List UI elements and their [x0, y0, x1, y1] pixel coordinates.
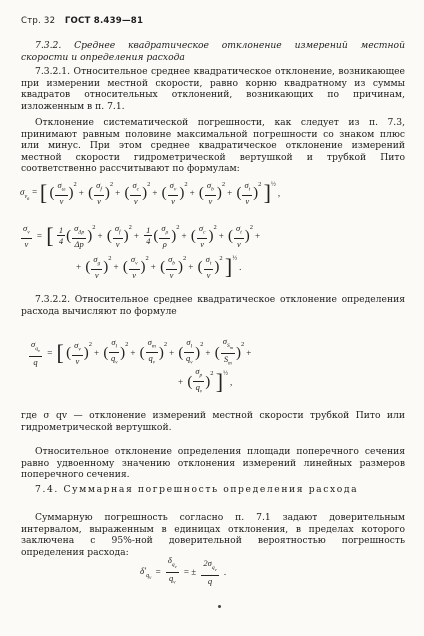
formula-flow-rate-line1: $\frac{\sigma_{q_v}}{q}$ = [ ( $\frac{\sigma_v}{v}$ )2+ ( $\frac{\sigma_l}{q_v}$ )2+ ( $\frac{\sigma_m}{q_v}$ )2+ ( $\frac{\sigma_l}{q_v}$ )2+ ( $\frac{\sigma_{S_т}}{S_т}$ )2+: [31, 336, 252, 367]
formula-current-meter: $\sigma_{v_в}$ = [ ( $\frac{\sigma_\omega}{v}$ )2+ ( $\frac{\sigma_f}{v}$ )2+ ( $\frac{\sigma_c}{v}$ )2+ ( $\frac{\sigma_v}{v}$ )2+ ( $\frac{\sigma_b}{v}$ )2+ ( $\frac{\sigma_t}{v}$ )2 ]½,: [20, 179, 281, 206]
paragraph-7321: 7.3.2.1. Относительное среднее квадратическое отклонение, возникающее при измерении местной скорости, равно корню квадратному из суммы квадратов относительных отклонений, возникающих по причинам, изложенным в п. 7.1.: [21, 66, 405, 112]
page-header: [21, 16, 143, 26]
section-732-title: 7.3.2. Среднее квадратическое отклонение измерений местной скорости и определения расхода: [21, 40, 405, 63]
formula-pitot-tube-line2: + ( $\frac{\sigma_g}{v}$ )2+ ( $\frac{\sigma_v}{v}$ )2+ ( $\frac{\sigma_b}{v}$ )2+ ( $\frac{\sigma_t}{v}$ )2 ]½.: [76, 253, 242, 280]
paragraph-7322: 7.3.2.2. Относительное среднее квадратическое отклонение определения расхода вычисляют по формуле: [21, 294, 405, 317]
formula-flow-rate-line2: + ( $\frac{\sigma_p}{q_v}$ )2 ]½,: [178, 366, 233, 395]
formula-total-error: $\delta'_{q_v}$ = $\frac{\delta_{q_v}}{q_v}$ = ± $\frac{2\sigma_{q_v}}{q}$ .: [140, 555, 227, 586]
paragraph-74: Суммарную погрешность согласно п. 7.1 задают доверительным интервалом, выраженным в единицах отклонения, в пределах которого заключена с 95%-ной доверительной вероятностью погрешность определения расхода:: [21, 512, 405, 558]
formula-pitot-tube-line1: $\frac{\sigma_v}{v}$ = [ $\frac{1}{4}$ ( $\frac{\sigma_{\Delta p}}{\Delta p}$ )2+ ( $\frac{\sigma_f}{v}$ )2+ $\frac{1}{4}$ ( $\frac{\sigma_\rho}{\rho}$ )2+ ( $\frac{\sigma_c}{v}$ )2+ ( $\frac{\sigma_t}{v}$ )2+: [23, 222, 261, 249]
page-number: Стр. 32: [21, 16, 56, 26]
paragraph-systematic: Отклонение систематической погрешности, как следует из п. 7.3, принимают равным половине максимальной погрешности со знаком плюс или минус. При этом среднее квадратическое отклонение измерений местной скорости гидрометрической вертушкой и трубкой Пито соответственно рассчитывают по формулам:: [21, 117, 405, 175]
page-mark: [218, 605, 221, 608]
paragraph-area-deviation: Относительное отклонение определения площади поперечного сечения равно удвоенному значению отклонения измерений линейных размеров поперечного сечения.: [21, 446, 405, 481]
section-74-title: 7.4. Суммарная погрешность определения расхода: [35, 484, 359, 495]
standard-code: ГОСТ 8.439—81: [64, 16, 144, 26]
where-explanation: где σ qv — отклонение измерений местной скорости трубкой Пито или гидрометрической вертушкой.: [21, 410, 405, 433]
